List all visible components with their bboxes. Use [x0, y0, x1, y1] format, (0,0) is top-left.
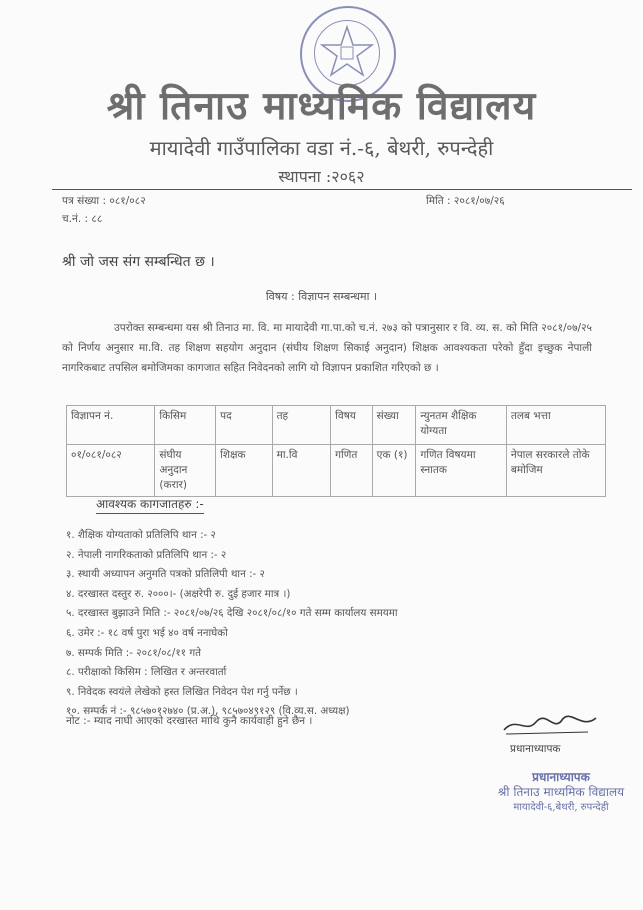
- subject-line: विषय : विज्ञापन सम्बन्धमा ।: [265, 290, 378, 303]
- table-header: किसिम: [155, 406, 216, 445]
- list-item: २. नेपाली नागरिकताको प्रतिलिपि थान :- २: [66, 548, 227, 561]
- list-item: १०. सम्पर्क नं :- ९८५७०१२७४० (प्र.अ.), ९८५७०४९१२९ (वि.व्य.स. अध्यक्ष): [66, 705, 350, 718]
- dispatch-number: च.नं. : ८८: [62, 213, 103, 225]
- documents-list: [66, 526, 398, 722]
- list-item: ९. निवेदक स्वयंले लेखेको हस्त लिखित निवेदन पेश गर्नु पर्नेछ ।: [66, 685, 298, 698]
- signature-scribble-icon: [496, 712, 606, 738]
- table-header: संख्या: [372, 406, 416, 445]
- table-header: पद: [216, 406, 272, 445]
- note: नोट :- म्याद नाघी आएको दरखास्त माथि कुनै कार्यवाही हुने छैन ।: [66, 715, 313, 727]
- school-seal-inner: [314, 20, 380, 86]
- table-cell: नेपाल सरकारले तोके बमोजिम: [506, 445, 605, 497]
- list-item: ७. सम्पर्क मिति :- २०८१/०८/११ गते: [66, 646, 201, 659]
- table-cell: ०१/०८१/०८२: [67, 445, 155, 497]
- list-item: ४. दरखास्त दस्तुर रु. २०००।- (अक्षरेपी रु. दुई हजार मात्र ।): [66, 587, 291, 600]
- list-item: १. शैक्षिक योग्यताको प्रतिलिपि थान :- २: [66, 529, 216, 541]
- table-cell: संघीय अनुदान (करार): [155, 445, 216, 497]
- table-header: विज्ञापन नं.: [67, 406, 155, 445]
- signature-block: [496, 712, 626, 815]
- table-header: विषय: [331, 406, 373, 445]
- table-header: न्युनतम शैक्षिक योग्यता: [416, 406, 507, 445]
- list-item: ३. स्थायी अध्यापन अनुमति पत्रको प्रतिलिपी थान :- २: [66, 568, 265, 581]
- established: स्थापना :२०६२: [278, 167, 365, 186]
- signature-label: प्रधानाध्यापक: [510, 743, 561, 755]
- salutation: श्री जो जस संग सम्बन्धित छ ।: [62, 254, 215, 270]
- letter-body: उपरोक्त सम्बन्धमा यस श्री तिनाउ मा. वि. मा मायादेवी गा.पा.को च.नं. २७३ को पत्रानुसार र वि. व्य. स. को मिति २०८१/०७/२५ को निर्णय अनुसार मा.वि. तह शिक्षण सहयोग अनुदान (संघीय शिक्षण सिकाई अनुदान) शिक्षक आवश्यकता परेको हुँदा इच्छुक नेपाली नागरिकबाट तपसिल बमोजिमका कागजात सहित निवेदनको लागि यो विज्ञापन प्रकाशित गरिएको छ ।: [62, 322, 592, 374]
- school-name: श्री तिनाउ माध्यमिक विद्यालय: [106, 83, 537, 129]
- table-cell: एक (१): [372, 445, 416, 497]
- star-emblem-icon: [315, 21, 379, 85]
- stamp-school: श्री तिनाउ माध्यमिक विद्यालय: [497, 785, 625, 799]
- list-item: ६. उमेर :- १८ वर्ष पुरा भई ४० वर्ष ननाघेको: [66, 626, 228, 639]
- school-address: मायादेवी गाउँपालिका वडा नं.-६, बेथरी, रुपन्देही: [149, 136, 494, 160]
- stamp-address: मायादेवी-६,बेथरी, रुपन्देही: [513, 802, 609, 813]
- table-row: [67, 445, 606, 497]
- table-header: तलब भत्ता: [506, 406, 605, 445]
- table-cell: शिक्षक: [216, 445, 272, 497]
- list-item: ५. दरखास्त बुझाउने मिति :- २०८१/०७/२६ देखि २०८१/०८/१० गते सम्म कार्यालय समयमा: [66, 607, 398, 620]
- header-divider: [52, 189, 632, 190]
- table-cell: गणित: [331, 445, 373, 497]
- letter-number: पत्र संख्या : ०८१/०८२: [62, 195, 146, 207]
- table-cell: मा.वि: [272, 445, 331, 497]
- stamp-title: प्रधानाध्यापक: [532, 770, 590, 784]
- letter-date: मिति : २०८१/०७/२६: [426, 195, 505, 207]
- table-cell: गणित विषयमा स्नातक: [416, 445, 507, 497]
- vacancy-table: [66, 405, 606, 497]
- documents-heading: आवश्यक कागजातहरु :-: [96, 495, 204, 514]
- list-item: ८. परीक्षाको किसिम : लिखित र अन्तरवार्ता: [66, 666, 227, 679]
- table-header-row: [67, 406, 606, 445]
- table-header: तह: [272, 406, 331, 445]
